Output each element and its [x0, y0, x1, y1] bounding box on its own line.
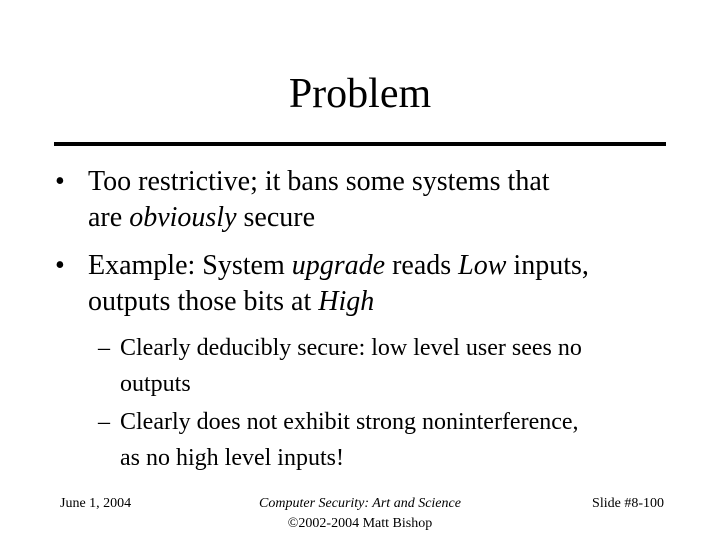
text-run: Example: System [88, 250, 292, 281]
footer-copyright: ©2002-2004 Matt Bishop [287, 516, 433, 531]
text-run: inputs, [506, 250, 589, 281]
footer-date: June 1, 2004 [60, 496, 132, 511]
title-underline [54, 142, 666, 146]
bullet-text [88, 164, 675, 236]
bullet-mark: • [55, 166, 65, 197]
footer-center [200, 494, 520, 534]
footer-book-title-text: Computer Security: Art and Science [259, 496, 461, 511]
subbullet-2 [98, 404, 678, 476]
footer-book-title [200, 494, 520, 514]
italic-run: High [318, 286, 375, 317]
subbullet-line: as no high level inputs! [120, 445, 344, 471]
subbullet-1 [98, 330, 678, 402]
bullet-line [88, 200, 675, 236]
subbullet-line: outputs [120, 371, 191, 397]
bullet-mark: • [55, 250, 65, 281]
bullet-line: Too restrictive; it bans some systems that [88, 166, 550, 197]
bullet-line [88, 284, 675, 320]
slide-title: Problem [288, 71, 432, 117]
bullet-line [88, 248, 675, 284]
bullet-1 [55, 164, 675, 236]
text-run: are [88, 202, 130, 233]
subbullet-mark: – [98, 335, 110, 361]
subbullet-line: Clearly does not exhibit strong noninterference, [120, 409, 579, 435]
text-run: secure [236, 202, 316, 233]
subbullet-mark: – [98, 409, 110, 435]
italic-run: obviously [129, 202, 237, 233]
subbullet-text [120, 330, 678, 402]
bullet-text [88, 248, 675, 320]
italic-run: upgrade [291, 250, 386, 281]
text-run: outputs those bits at [88, 286, 319, 317]
bullet-2 [55, 248, 675, 320]
text-run: reads [385, 250, 459, 281]
subbullet-text [120, 404, 678, 476]
italic-run: Low [458, 250, 507, 281]
footer-slide-number: Slide #8-100 [592, 496, 664, 511]
subbullet-line: Clearly deducibly secure: low level user sees no [120, 335, 582, 361]
